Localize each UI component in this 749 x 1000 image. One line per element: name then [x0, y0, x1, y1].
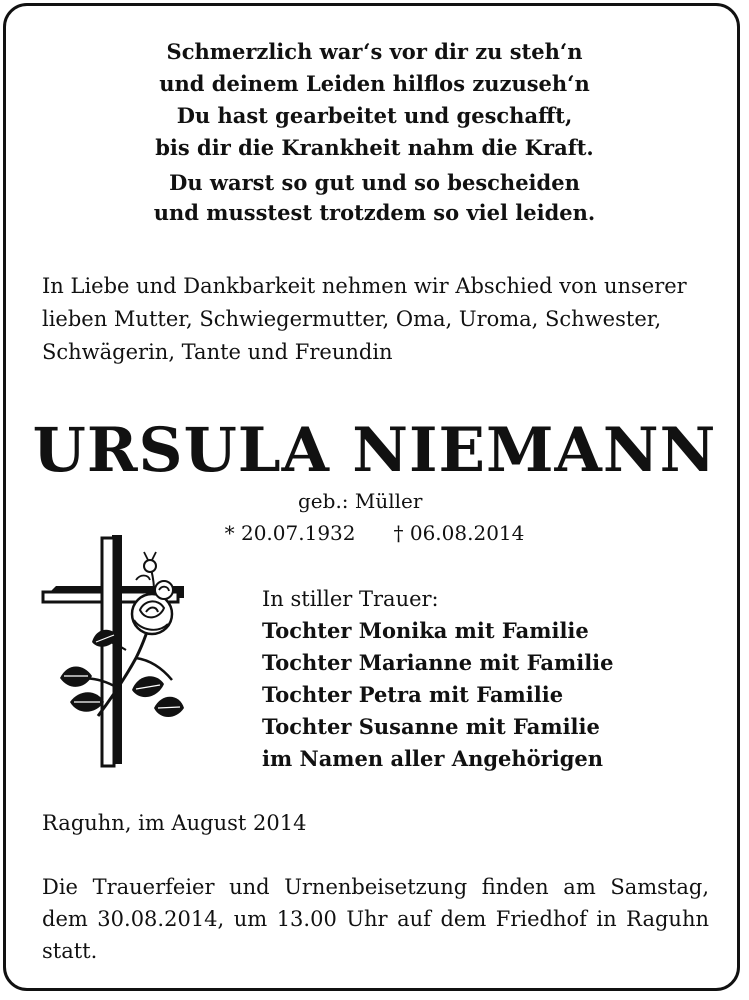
mourners-heading: In stiller Trauer: — [262, 587, 439, 611]
cross-icon — [43, 535, 184, 766]
poem-line: und deinem Leiden hilflos zuzuseh‘n — [159, 71, 590, 96]
mourners-list — [262, 583, 614, 775]
farewell-text: In Liebe und Dankbarkeit nehmen wir Abschied von unserer lieben Mutter, Schwiegermutter, Oma, Uroma, Schwester, Schwägerin, Tante und Freundin — [42, 274, 687, 364]
mourner-entry: Tochter Susanne mit Familie — [262, 714, 600, 739]
poem-line: Schmerzlich war‘s vor dir zu steh‘n — [166, 39, 583, 64]
place-and-date: Raguhn, im August 2014 — [42, 811, 307, 835]
mourner-entry: Tochter Monika mit Familie — [262, 618, 589, 643]
mourner-entry: Tochter Marianne mit Familie — [262, 650, 614, 675]
deceased-name: URSULA NIEMANN — [32, 415, 717, 486]
poem-line: und musstest trotzdem so viel leiden. — [153, 200, 596, 225]
death-date: † 06.08.2014 — [393, 521, 525, 545]
birth-date: * 20.07.1932 — [224, 521, 356, 545]
mourner-entry: Tochter Petra mit Familie — [262, 682, 564, 707]
mourner-entry: im Namen aller Angehörigen — [262, 746, 604, 771]
poem-line: Du hast gearbeitet und geschafft, — [176, 103, 573, 128]
memorial-poem — [0, 36, 749, 227]
funeral-notice: Die Trauerfeier und Urnenbeisetzung finden am Samstag, dem 30.08.2014, um 13.00 Uhr auf dem Friedhof in Raguhn statt. — [42, 875, 709, 963]
poem-line: Du warst so gut und so bescheiden — [169, 170, 580, 195]
cross-and-rose-emblem — [40, 530, 190, 770]
maiden-name: geb.: Müller — [298, 489, 423, 513]
poem-line: bis dir die Krankheit nahm die Kraft. — [155, 135, 594, 160]
